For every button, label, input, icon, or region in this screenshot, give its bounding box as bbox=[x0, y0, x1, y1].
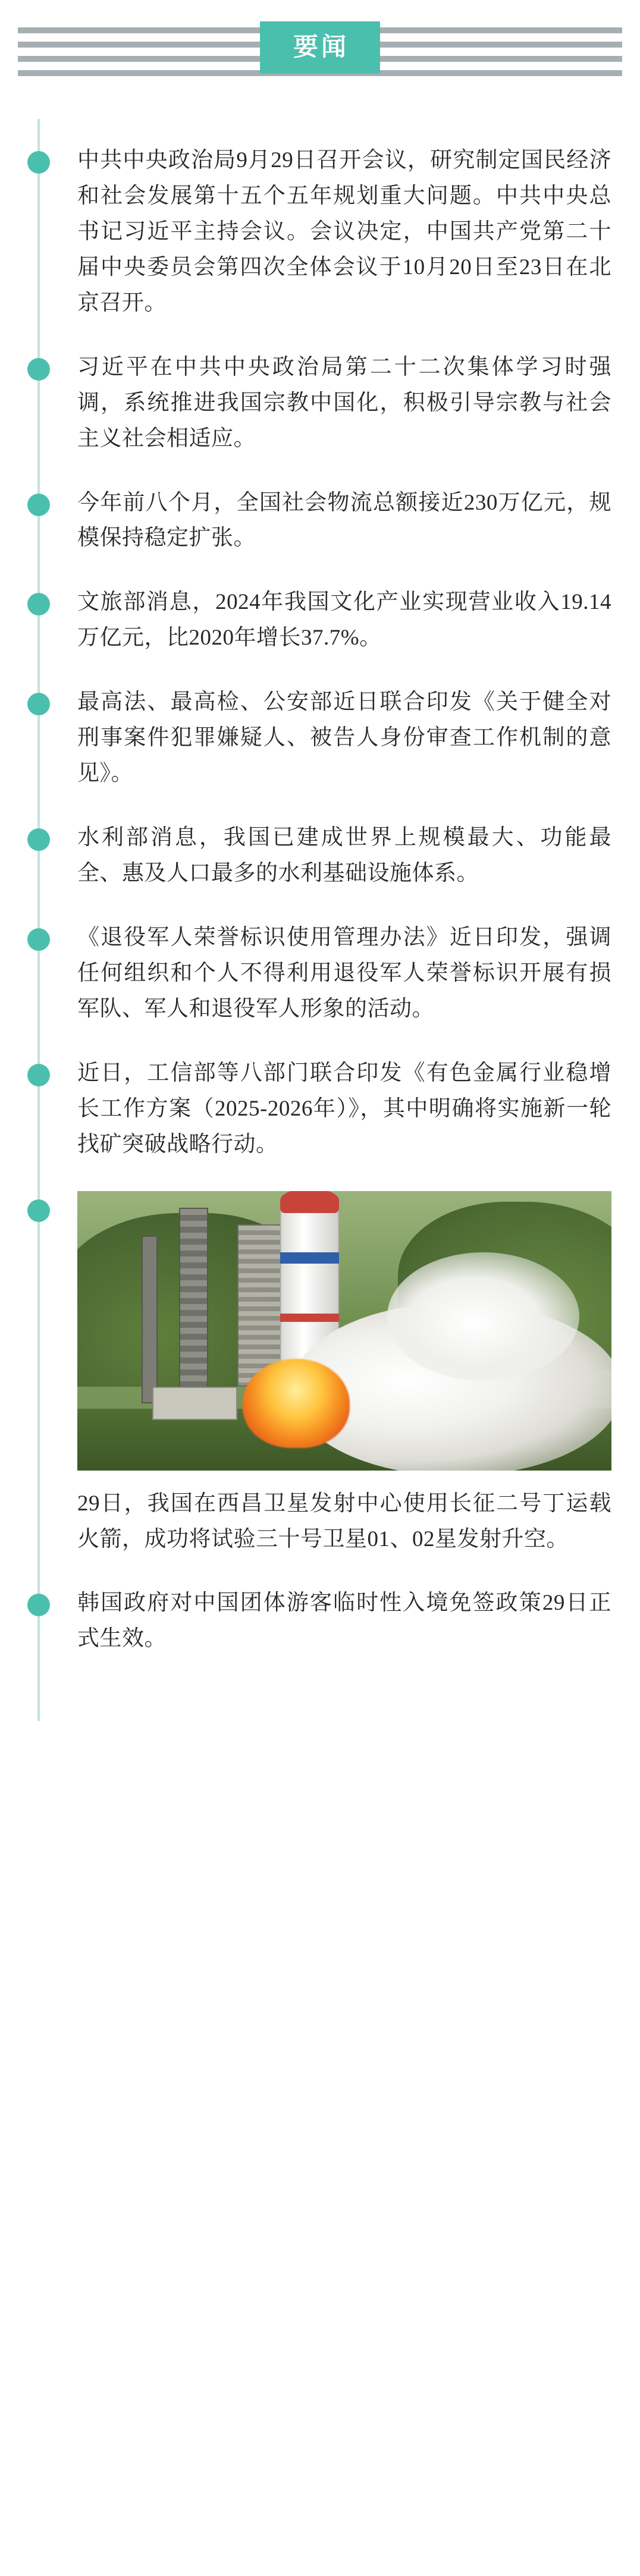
news-timeline bbox=[0, 119, 640, 1721]
list-item bbox=[0, 585, 640, 656]
list-item-with-photo bbox=[0, 1191, 640, 1557]
timeline-bullet-icon bbox=[27, 928, 50, 951]
news-item-text: 文旅部消息，2024年我国文化产业实现营业收入19.14万亿元，比2020年增长37.7%。 bbox=[77, 590, 611, 651]
timeline-bullet-icon bbox=[27, 1594, 50, 1616]
photo-smoke-plume-upper bbox=[387, 1252, 579, 1381]
news-item-text: 韩国政府对中国团体游客临时性入境免签政策29日正式生效。 bbox=[77, 1591, 611, 1651]
photo-building bbox=[152, 1387, 238, 1420]
timeline-bullet-icon bbox=[27, 494, 50, 516]
photo-secondary-tower bbox=[142, 1236, 158, 1403]
news-item-text: 最高法、最高检、公安部近日联合印发《关于健全对刑事案件犯罪嫌疑人、被告人身份审查工作机制的意见》。 bbox=[77, 690, 611, 786]
photo-engine-flame bbox=[243, 1359, 350, 1448]
list-item bbox=[0, 350, 640, 457]
photo-rocket-nose bbox=[280, 1191, 339, 1214]
list-item bbox=[0, 1055, 640, 1163]
timeline-bullet-icon bbox=[27, 693, 50, 715]
list-item bbox=[0, 684, 640, 791]
timeline-bullet-icon bbox=[27, 358, 50, 381]
photo-rocket-band bbox=[280, 1314, 339, 1322]
list-item bbox=[0, 920, 640, 1027]
timeline-bullet-icon bbox=[27, 1064, 50, 1086]
list-item bbox=[0, 1585, 640, 1657]
news-figure bbox=[77, 1191, 611, 1557]
news-item-text: 《退役军人荣誉标识使用管理办法》近日印发，强调任何组织和个人不得利用退役军人荣誉标识开展有损军队、军人和退役军人形象的活动。 bbox=[77, 925, 611, 1021]
list-item bbox=[0, 820, 640, 891]
news-figure-caption: 29日，我国在西昌卫星发射中心使用长征二号丁运载火箭，成功将试验三十号卫星01、02星发射升空。 bbox=[77, 1491, 611, 1551]
page-header bbox=[0, 0, 640, 119]
news-item-text: 水利部消息，我国已建成世界上规模最大、功能最全、惠及人口最多的水利基础设施体系。 bbox=[77, 825, 611, 885]
timeline-bullet-icon bbox=[27, 828, 50, 851]
photo-launch-tower bbox=[179, 1208, 208, 1415]
rocket-launch-photo bbox=[77, 1191, 611, 1471]
news-item-text: 中共中央政治局9月29日召开会议，研究制定国民经济和社会发展第十五个五年规划重大问题。中共中央总书记习近平主持会议。会议决定，中国共产党第二十届中央委员会第四次全体会议于10月20日至23日在北京召开。 bbox=[77, 148, 611, 315]
list-item bbox=[0, 485, 640, 557]
photo-rocket-band bbox=[280, 1252, 339, 1264]
news-item-text: 近日，工信部等八部门联合印发《有色金属行业稳增长工作方案（2025-2026年）》，其中明确将实施新一轮找矿突破战略行动。 bbox=[77, 1060, 611, 1157]
timeline-bullet-icon bbox=[27, 151, 50, 174]
list-item bbox=[0, 143, 640, 321]
page-title: 要闻 bbox=[260, 21, 380, 74]
timeline-bullet-icon bbox=[27, 593, 50, 615]
news-item-text: 习近平在中共中央政治局第二十二次集体学习时强调，系统推进我国宗教中国化，积极引导宗教与社会主义社会相适应。 bbox=[77, 354, 611, 451]
timeline-bullet-icon bbox=[27, 1199, 50, 1222]
news-item-text: 今年前八个月，全国社会物流总额接近230万亿元，规模保持稳定扩张。 bbox=[77, 490, 611, 551]
